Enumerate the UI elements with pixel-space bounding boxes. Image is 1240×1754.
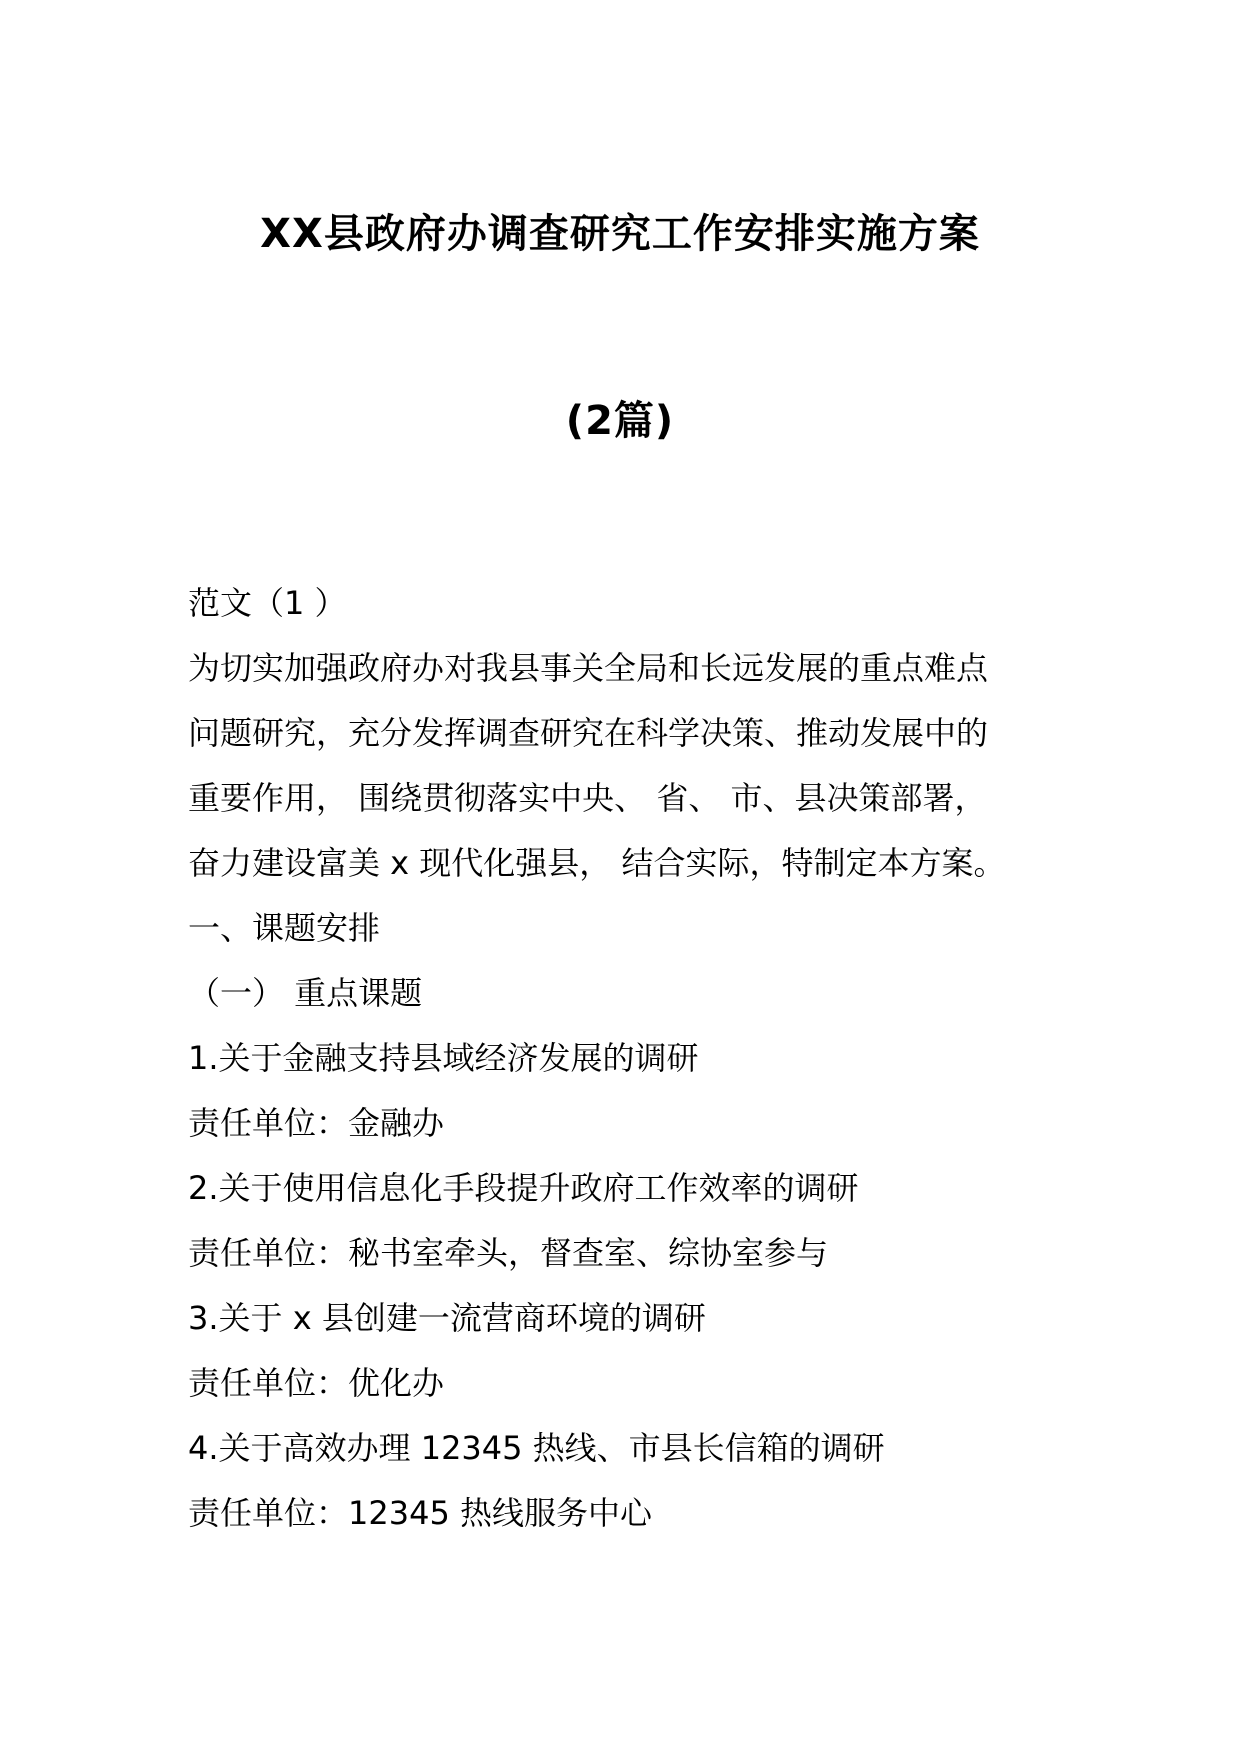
subsection-heading: （一） 重点课题 — [188, 974, 423, 1012]
document-body — [188, 571, 1068, 1546]
document-subtitle: (2篇) — [565, 398, 675, 444]
section-label: 范文（1 ） — [188, 584, 347, 622]
topic-item: 4.关于高效办理 12345 热线、市县长信箱的调研 — [188, 1429, 885, 1467]
paragraph-line: 为切实加强政府办对我县事关全局和长远发展的重点难点 — [188, 649, 989, 687]
paragraph-line: 奋力建设富美 x 现代化强县， 结合实际，特制定本方案。 — [188, 844, 1006, 882]
responsible-unit: 责任单位：12345 热线服务中心 — [188, 1494, 652, 1532]
paragraph-line: 问题研究，充分发挥调查研究在科学决策、推动发展中的 — [188, 714, 989, 752]
responsible-unit: 责任单位：金融办 — [188, 1104, 445, 1142]
section-heading: 一、课题安排 — [188, 909, 381, 947]
responsible-unit: 责任单位：秘书室牵头，督查室、综协室参与 — [188, 1234, 829, 1272]
responsible-unit: 责任单位：优化办 — [188, 1364, 445, 1402]
topic-item: 3.关于 x 县创建一流营商环境的调研 — [188, 1299, 706, 1337]
topic-item: 1.关于金融支持县域经济发展的调研 — [188, 1039, 699, 1077]
document-title: XX县政府办调查研究工作安排实施方案 — [260, 211, 980, 257]
paragraph-line: 重要作用， 围绕贯彻落实中央、 省、 市、县决策部署， — [188, 779, 987, 817]
topic-item: 2.关于使用信息化手段提升政府工作效率的调研 — [188, 1169, 859, 1207]
